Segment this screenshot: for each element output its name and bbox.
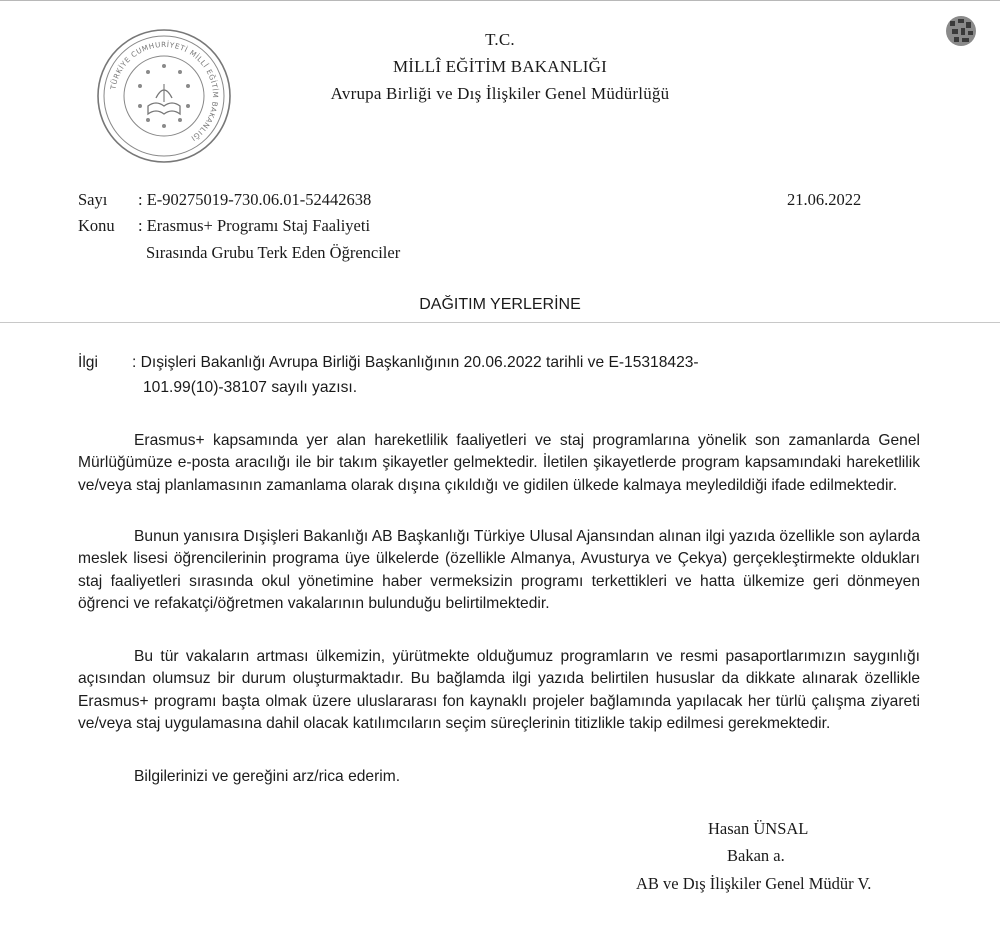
signer-role-1: Bakan a. — [727, 846, 785, 865]
svg-text:TÜRKİYE CUMHURİYETİ MİLLÎ EĞİT: TÜRKİYE CUMHURİYETİ MİLLÎ EĞİTİM BAKANLIĞI — [108, 39, 221, 144]
distribution-heading: DAĞITIM YERLERİNE — [419, 296, 581, 313]
sayi-label: Sayı — [78, 190, 108, 209]
fold-line — [0, 322, 1000, 323]
ilgi-line-2: 101.99(10)-38107 sayılı yazısı. — [143, 379, 358, 396]
body-paragraph-2: Bunun yanısıra Dışişleri Bakanlığı AB Başkanlığı Türkiye Ulusal Ajansından alınan ilgi yazıda özellikle son aylarda meslek lisesi öğrencilerinin programa üye ülkelerde (özellikle Almanya, Avusturya ve Çekya) gerçekleştirmekte oldukları staj faaliyetleri sırasında okul yönetimine haber vermeksizin programı terkettikleri ve hatta ülkemize geri dönmeyen öğrenci ve refakatçi/öğretmen vakalarının bulunduğu belirtilmektedir. — [78, 528, 920, 613]
header-tc: T.C. — [485, 30, 515, 49]
konu-line-2: Sırasında Grubu Terk Eden Öğrenciler — [146, 243, 401, 262]
electronic-signature-stamp-icon — [942, 12, 980, 50]
signer-name: Hasan ÜNSAL — [708, 819, 809, 838]
body-paragraph-3: Bu tür vakaların artması ülkemizin, yürütmekte olduğumuz programların ve resmi pasaportlarımızın saygınlığı açısından olumsuz bir durum oluşturmaktadır. Bu bağlamda ilgi yazıda belirtilen hususlar da dikkate alınarak özellikle Erasmus+ programı başta olmak üzere uluslararası fon kaynaklı projeler bağlamında yapılacak her türlü çalışma ziyareti ve/veya staj uygulamasına dahil olacak katılımcıların seçim süreçlerinin titizlikle takip edilmesi gerekmektedir. — [78, 648, 920, 733]
sayi-value: : E-90275019-730.06.01-52442638 — [138, 190, 372, 209]
top-edge-line — [0, 0, 1000, 1]
body-paragraph-4: Bilgilerinizi ve gereğini arz/rica ederim. — [134, 768, 401, 785]
header-ministry: MİLLÎ EĞİTİM BAKANLIĞI — [392, 57, 608, 76]
konu-label: Konu — [78, 216, 115, 235]
konu-line-1: : Erasmus+ Programı Staj Faaliyeti — [138, 216, 371, 235]
ilgi-label: İlgi — [78, 354, 98, 371]
signer-role-2: AB ve Dış İlişkiler Genel Müdür V. — [636, 874, 872, 893]
ilgi-line-1: : Dışişleri Bakanlığı Avrupa Birliği Başkanlığının 20.06.2022 tarihli ve E-15318423- — [132, 354, 699, 371]
header-directorate: Avrupa Birliği ve Dış İlişkiler Genel Müdürlüğü — [330, 84, 670, 103]
body-paragraph-1: Erasmus+ kapsamında yer alan hareketlilik faaliyetleri ve staj programlarına yönelik son zamanlarda Genel Mürlüğümüze e-posta aracılığı ile bir takım şikayetler gelmektedir. İletilen şikayetlerde program kapsamındaki hareketlilik ve/veya staj planlamasının zamanlama olarak dışına çıkıldığı ve gidilen ülkede kalmaya meyledildiği ifade edilmektedir. — [78, 432, 920, 494]
document-date: 21.06.2022 — [787, 190, 862, 209]
